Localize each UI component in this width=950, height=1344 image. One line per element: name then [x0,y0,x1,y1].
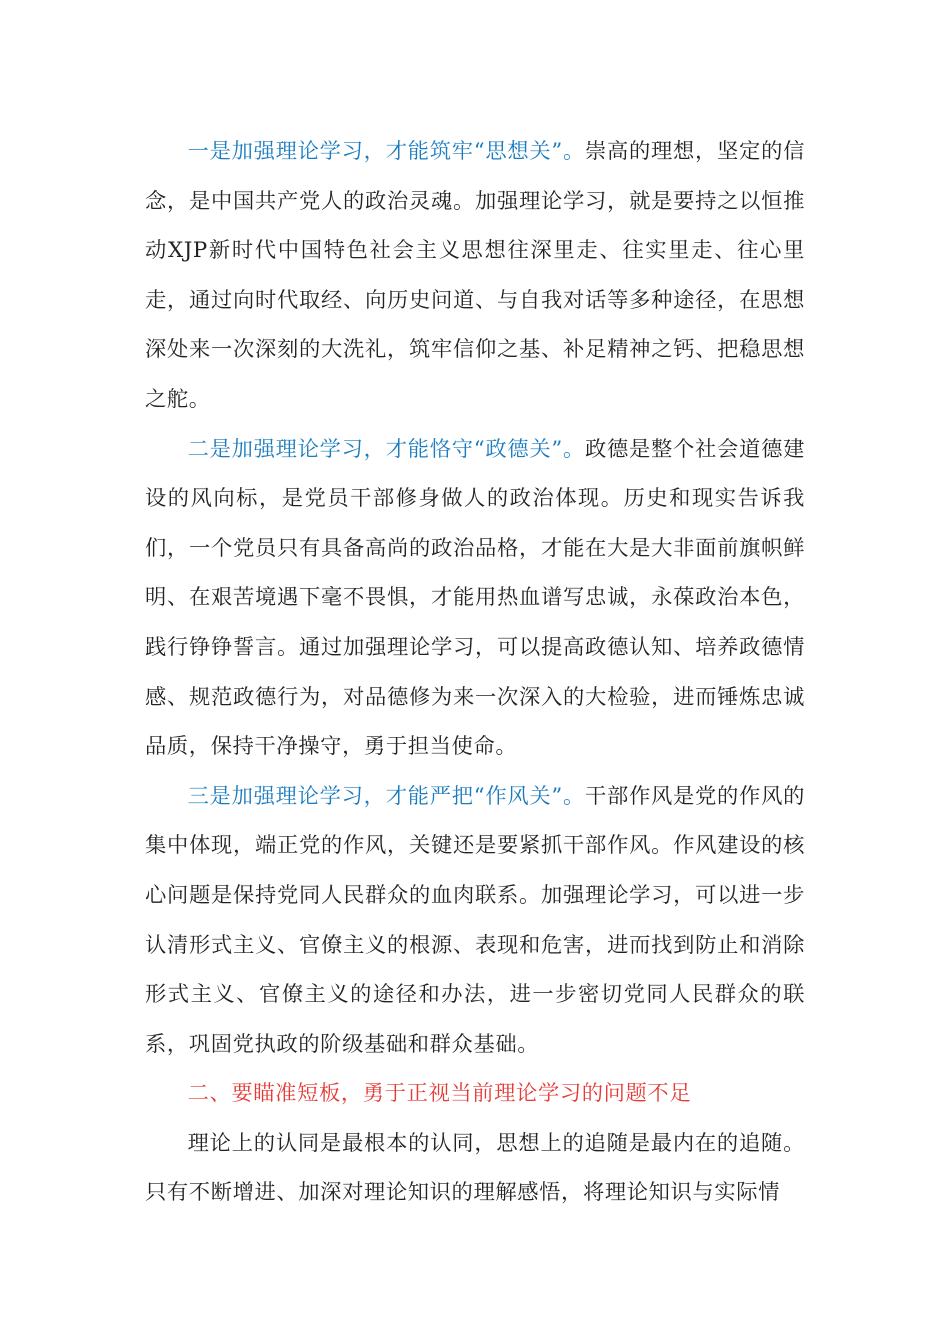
paragraph-lead: 二是加强理论学习，才能恪守“政德关”。 [187,436,585,462]
paragraph-body: 崇高的理想，坚定的信念，是中国共产党人的政治灵魂。加强理论学习，就是要持之以恒推动XJP新时代中国特色社会主义思想往深里走、往实里走、往心里走，通过向时代取经、向历史问道、与自我对话等多种途径，在思想深处来一次深刻的大洗礼，筑牢信仰之基、补足精神之钙、把稳思想之舵。 [145,139,805,412]
document-page [145,127,805,1218]
paragraph-thought [145,127,805,425]
paragraph-lead: 三是加强理论学习，才能严把“作风关”。 [187,783,585,809]
paragraph-body: 政德是整个社会道德建设的风向标，是党员干部修身做人的政治体现。历史和现实告诉我们，一个党员只有具备高尚的政治品格，才能在大是大非面前旗帜鲜明、在艰苦境遇下毫不畏惧，才能用热血谱写忠诚，永葆政治本色，践行铮铮誓言。通过加强理论学习，可以提高政德认知、培养政德情感、规范政德行为，对品德修为来一次深入的大检验，进而锤炼忠诚品质，保持干净操守，勇于担当使命。 [145,436,805,760]
paragraph-closing: 理论上的认同是最根本的认同，思想上的追随是最内在的追随。只有不断增进、加深对理论知识的理解感悟，将理论知识与实际情 [145,1130,805,1206]
paragraph-body: 干部作风是党的作风的集中体现，端正党的作风，关键还是要紧抓干部作风。作风建设的核心问题是保持党同人民群众的血肉联系。加强理论学习，可以进一步认清形式主义、官僚主义的根源、表现和危害，进而找到防止和消除形式主义、官僚主义的途径和办法，进一步密切党同人民群众的联系，巩固党执政的阶级基础和群众基础。 [145,783,805,1057]
paragraph-lead: 一是加强理论学习，才能筑牢“思想关”。 [187,139,585,164]
paragraph-ethics [145,425,805,772]
paragraph-style [145,772,805,1070]
section-heading: 二、要瞄准短板，勇于正视当前理论学习的问题不足 [187,1081,692,1107]
